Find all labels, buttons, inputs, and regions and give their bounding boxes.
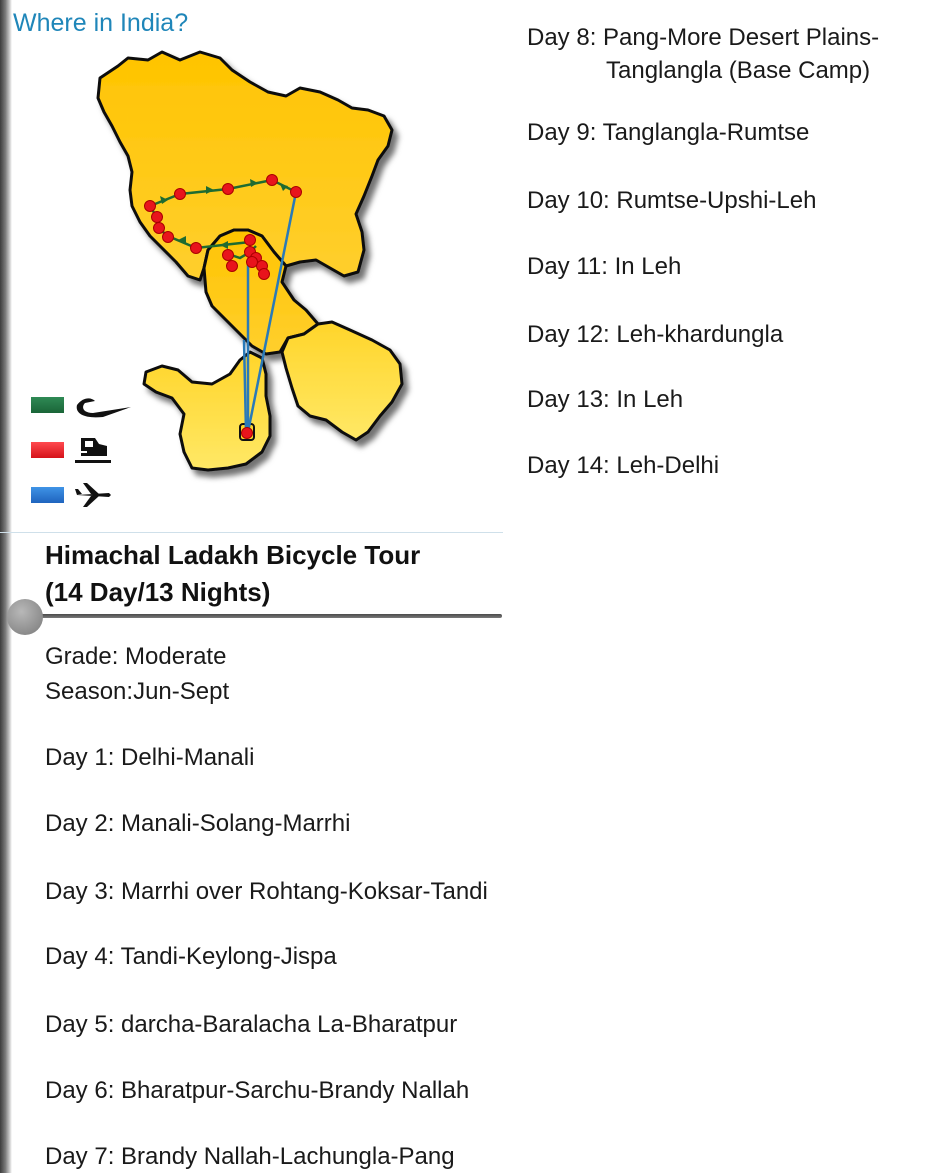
route-map <box>0 40 430 490</box>
itinerary-day: Day 10: Rumtse-Upshi-Leh <box>527 187 817 214</box>
itinerary-day: Day 9: Tanglangla-Rumtse <box>527 119 810 146</box>
map-title: Where in India? <box>13 9 189 37</box>
tour-title <box>45 537 515 611</box>
itinerary-day: Day 2: Manali-Solang-Marrhi <box>45 810 351 837</box>
itinerary-day: Day 6: Bharatpur-Sarchu-Brandy Nallah <box>45 1077 470 1104</box>
itinerary-day: Day 3: Marrhi over Rohtang-Koksar-Tandi <box>45 878 488 905</box>
title-underline-knob <box>7 599 43 635</box>
train-icon <box>73 436 113 466</box>
tour-grade: Grade: Moderate <box>45 643 227 670</box>
itinerary-day: Day 12: Leh-khardungla <box>527 321 784 348</box>
itinerary-day: Day 7: Brandy Nallah-Lachungla-Pang <box>45 1143 455 1170</box>
itinerary-day: Day 11: In Leh <box>527 253 682 280</box>
section-divider <box>0 532 503 533</box>
car-icon <box>73 391 133 419</box>
legend-rail-swatch <box>31 442 64 458</box>
region-uttarakhand <box>282 322 402 440</box>
itinerary-day: Day 1: Delhi-Manali <box>45 744 255 771</box>
itinerary-day: Day 13: In Leh <box>527 386 684 413</box>
itinerary-day: Day 14: Leh-Delhi <box>527 452 720 479</box>
itinerary-day-continuation: Tanglangla (Base Camp) <box>606 57 871 84</box>
itinerary-day: Day 5: darcha-Baralacha La-Bharatpur <box>45 1011 458 1038</box>
tour-title-line1: Himachal Ladakh Bicycle Tour <box>45 540 421 570</box>
tour-season: Season:Jun-Sept <box>45 678 230 705</box>
itinerary-day: Day 8: Pang-More Desert Plains- Tanglangla (Base Camp) <box>527 21 879 87</box>
itinerary-day: Day 4: Tandi-Keylong-Jispa <box>45 943 337 970</box>
tour-title-line2: (14 Day/13 Nights) <box>45 577 271 607</box>
title-underline <box>27 614 502 618</box>
legend-road-swatch <box>31 397 64 413</box>
airplane-icon <box>73 481 113 509</box>
legend-air-swatch <box>31 487 64 503</box>
